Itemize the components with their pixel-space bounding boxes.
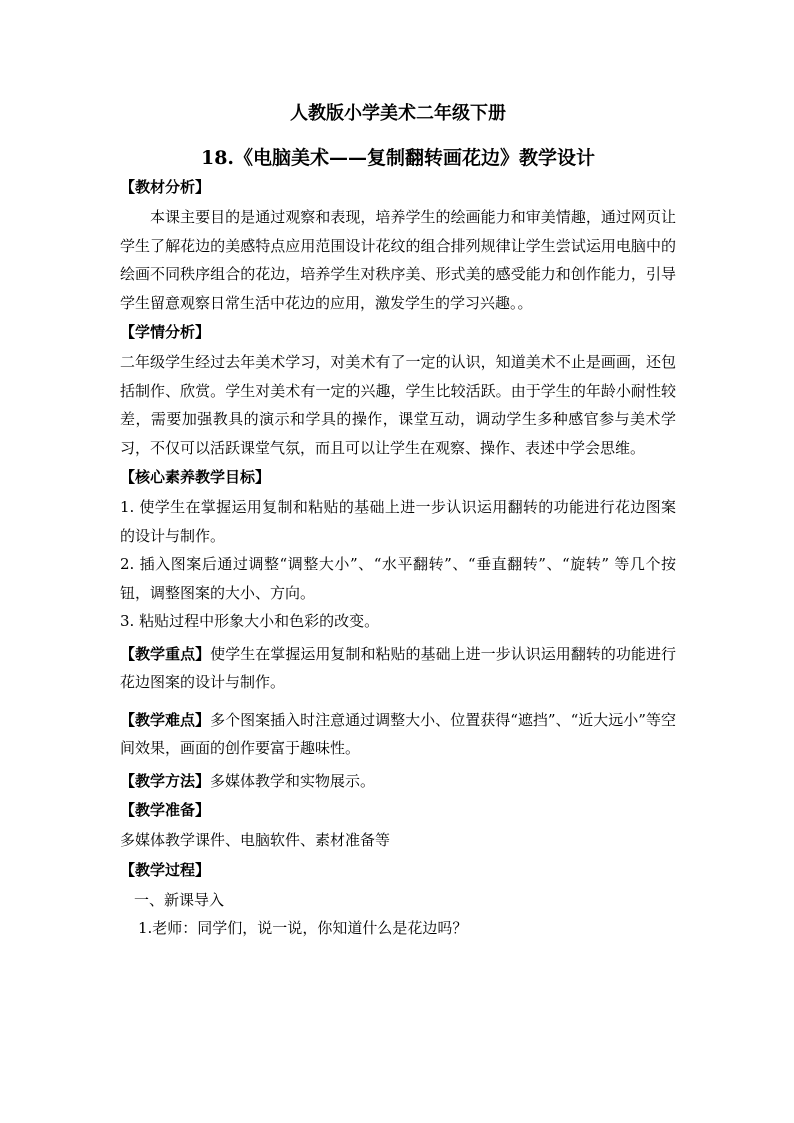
process-heading: 【教学过程】 — [120, 860, 211, 879]
key-points-heading: 【教学重点】 — [120, 644, 211, 663]
difficult-points-heading: 【教学难点】 — [120, 710, 211, 729]
key-points-paragraph — [120, 640, 676, 697]
core-goal-item: 3. 粘贴过程中形象大小和色彩的改变。 — [120, 612, 380, 630]
preparation-body: 多媒体教学课件、电脑软件、素材准备等 — [120, 831, 391, 849]
process-step-line: 1.老师：同学们，说一说，你知道什么是花边吗？ — [138, 919, 468, 937]
document-title: 人教版小学美术二年级下册 — [290, 103, 506, 124]
textbook-analysis-heading: 【教材分析】 — [120, 178, 211, 196]
core-goals-heading: 【核心素养教学目标】 — [120, 468, 271, 486]
process-step-title: 一、新课导入 — [134, 890, 225, 909]
methods-heading: 【教学方法】 — [120, 771, 211, 790]
lesson-title: 18.《电脑美术——复制翻转画花边》教学设计 — [200, 147, 596, 169]
difficult-points-paragraph — [120, 706, 676, 763]
student-analysis-heading: 【学情分析】 — [120, 323, 211, 341]
preparation-heading: 【教学准备】 — [120, 801, 211, 819]
document-page — [120, 96, 676, 943]
difficult-points-body: 多个图案插入时注意通过调整大小、位置获得“遮挡”、“近大远小”等空间效果，画面的创作要富于趣味性。 — [120, 710, 676, 757]
methods-paragraph — [120, 767, 676, 796]
core-goal-item: 1. 使学生在掌握运用复制和粘贴的基础上进一步认识运用翻转的功能进行花边图案的设计与制作。 — [120, 498, 676, 545]
textbook-analysis-body: 本课主要目的是通过观察和表现，培养学生的绘画能力和审美情趣，通过网页让学生了解花边的美感特点应用范围设计花纹的组合排列规律让学生尝试运用电脑中的绘画不同秩序组合的花边，培养学生对秩序美、形式美的感受能力和创作能力，引导学生留意观察日常生活中花边的应用，激发学生的学习兴趣。。 — [120, 208, 676, 312]
student-analysis-body: 二年级学生经过去年美术学习，对美术有了一定的认识，知道美术不止是画画，还包括制作、欣赏。学生对美术有一定的兴趣，学生比较活跃。由于学生的年龄小耐性较差，需要加强教具的演示和学具的操作，课堂互动，调动学生多种感官参与美术学习，不仅可以活跃课堂气氛，而且可以让学生在观察、操作、表述中学会思维。 — [120, 353, 676, 457]
key-points-body: 使学生在掌握运用复制和粘贴的基础上进一步认识运用翻转的功能进行花边图案的设计与制作。 — [120, 644, 676, 691]
core-goal-item: 2. 插入图案后通过调整“调整大小”、“水平翻转”、“垂直翻转”、“旋转” 等几个按钮，调整图案的大小、方向。 — [120, 555, 676, 602]
methods-body: 多媒体教学和实物展示。 — [210, 771, 376, 790]
